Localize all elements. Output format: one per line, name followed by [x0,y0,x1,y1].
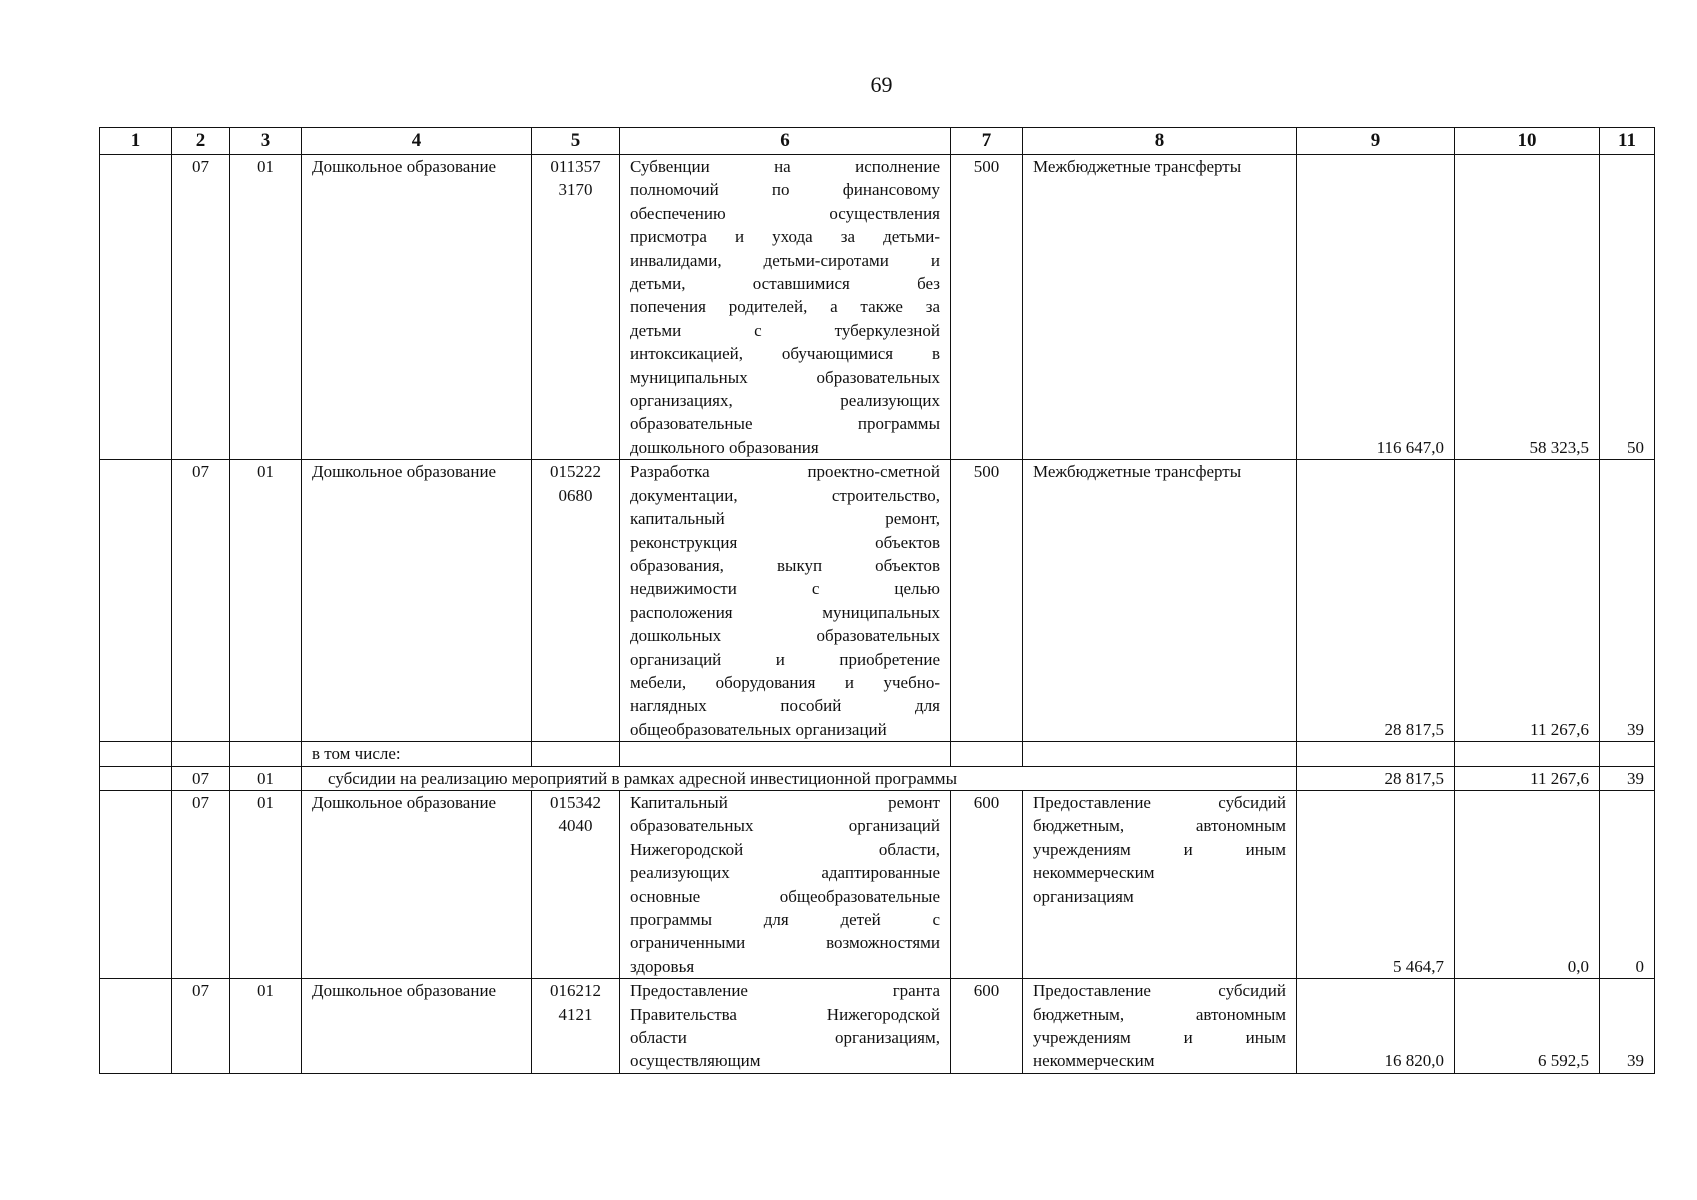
cell-c11: 39 [1600,979,1655,1074]
col-header-10: 10 [1455,128,1600,155]
col-header-8: 8 [1023,128,1297,155]
cell-c11: 39 [1600,766,1655,790]
cell-c9: 16 820,0 [1297,979,1455,1074]
text-line: инвалидами, детьми-сиротами и [630,250,940,270]
cell-c6 [620,979,951,1074]
text-line: Межбюджетные трансферты [1033,157,1242,176]
page-number: 69 [870,72,893,97]
subsidy-description: субсидии на реализацию мероприятий в рамках адресной инвестиционной программы [302,766,1297,790]
text-line: области организациям, [630,1028,940,1048]
cell-c10: 11 267,6 [1455,766,1600,790]
cell-c9: 28 817,5 [1297,766,1455,790]
text-line: организациям [1033,886,1134,906]
cell-c5: 011357 3170 [532,155,620,460]
text-line: Предоставление субсидий [1033,792,1286,812]
text-line: учреждениям и иным [1033,839,1286,859]
text-line: Капитальный ремонт [630,792,940,812]
text-line: попечения родителей, а также за [630,297,940,317]
text-line: Межбюджетные трансферты [1033,462,1242,482]
table-row [100,979,1655,1074]
cell-empty [951,742,1023,766]
cell-empty [230,742,302,766]
cell-empty [172,742,230,766]
cell-c1 [100,790,172,978]
cell-c2: 07 [172,460,230,742]
cell-c7: 600 [951,790,1023,978]
text-line: Разработка проектно-сметной [630,462,940,482]
text-line: реконструкция объектов [630,532,940,552]
cell-c6 [620,155,951,460]
text-line: дошкольного образования [630,437,819,457]
cell-c8 [1023,155,1297,460]
table-row [100,460,1655,742]
cell-empty [1600,742,1655,766]
cell-c4: Дошкольное образование [302,155,532,460]
col-header-9: 9 [1297,128,1455,155]
cell-c4: Дошкольное образование [302,790,532,978]
cell-c7: 500 [951,460,1023,742]
text-line: общеобразовательных организаций [630,719,887,739]
text-line: Нижегородской области, [630,839,940,859]
text-line: образовательные программы [630,414,940,434]
text-line: бюджетным, автономным [1033,1004,1286,1024]
cell-c7: 500 [951,155,1023,460]
text-line: капитальный ремонт, [630,509,940,529]
text-line: Предоставление субсидий [1033,981,1286,1001]
col-header-1: 1 [100,128,172,155]
text-line: образовательных организаций [630,816,940,836]
text-line: мебели, оборудования и учебно- [630,672,940,692]
cell-c8 [1023,460,1297,742]
table-row [100,790,1655,978]
cell-empty [1455,742,1600,766]
cell-c1 [100,979,172,1074]
cell-c1 [100,155,172,460]
cell-c9: 28 817,5 [1297,460,1455,742]
text-line: полномочий по финансовому [630,180,940,200]
budget-table [99,127,1655,1074]
cell-c2: 07 [172,979,230,1074]
cell-c10: 58 323,5 [1455,155,1600,460]
col-header-5: 5 [532,128,620,155]
cell-c8 [1023,979,1297,1074]
cell-c3: 01 [230,766,302,790]
cell-c3: 01 [230,979,302,1074]
text-line: некоммерческим [1033,863,1155,883]
text-line: основные общеобразовательные [630,886,940,906]
cell-empty [100,766,172,790]
cell-c2: 07 [172,790,230,978]
text-line: недвижимости с целью [630,579,940,599]
text-line: Субвенции на исполнение [630,157,940,176]
text-line: ограниченными возможностями [630,933,940,953]
cell-c9: 116 647,0 [1297,155,1455,460]
cell-c5: 015222 0680 [532,460,620,742]
cell-c10: 6 592,5 [1455,979,1600,1074]
cell-empty [532,742,620,766]
text-line: Предоставление гранта [630,981,940,1001]
col-header-7: 7 [951,128,1023,155]
text-line: присмотра и ухода за детьми- [630,227,940,247]
cell-empty [100,742,172,766]
text-line: расположения муниципальных [630,602,940,622]
text-line: осуществляющим [630,1051,761,1071]
text-line: образования, выкуп объектов [630,555,940,575]
cell-c11: 50 [1600,155,1655,460]
text-line: учреждениям и иным [1033,1028,1286,1048]
cell-empty [620,742,951,766]
cell-c11: 0 [1600,790,1655,978]
text-line: дошкольных образовательных [630,626,940,646]
text-line: документации, строительство, [630,485,940,505]
cell-c4: Дошкольное образование [302,979,532,1074]
cell-c3: 01 [230,790,302,978]
cell-c3: 01 [230,155,302,460]
text-line: обеспечению осуществления [630,203,940,223]
text-line: интоксикацией, обучающимися в [630,344,940,364]
cell-c10: 11 267,6 [1455,460,1600,742]
text-line: муниципальных образовательных [630,367,940,387]
cell-c9: 5 464,7 [1297,790,1455,978]
cell-c6 [620,790,951,978]
cell-c3: 01 [230,460,302,742]
col-header-6: 6 [620,128,951,155]
text-line: здоровья [630,956,695,976]
text-line: организаций и приобретение [630,649,940,669]
text-line: программы для детей с [630,910,940,929]
cell-c11: 39 [1600,460,1655,742]
table-row [100,155,1655,460]
text-line: детьми с туберкулезной [630,320,940,340]
cell-c7: 600 [951,979,1023,1074]
col-header-3: 3 [230,128,302,155]
text-line: организациях, реализующих [630,391,940,411]
including-row [100,742,1655,766]
col-header-2: 2 [172,128,230,155]
including-label: в том числе: [302,742,532,766]
col-header-11: 11 [1600,128,1655,155]
cell-c5: 015342 4040 [532,790,620,978]
cell-empty [1023,742,1297,766]
text-line: реализующих адаптированные [630,863,940,883]
subsidy-row [100,766,1655,790]
cell-c5: 016212 4121 [532,979,620,1074]
text-line: детьми, оставшимися без [630,274,940,294]
cell-c1 [100,460,172,742]
cell-c2: 07 [172,766,230,790]
text-line: наглядных пособий для [630,696,940,716]
text-line: Правительства Нижегородской [630,1004,940,1024]
cell-c10: 0,0 [1455,790,1600,978]
col-header-4: 4 [302,128,532,155]
cell-empty [1297,742,1455,766]
cell-c4: Дошкольное образование [302,460,532,742]
header-row [100,128,1655,155]
cell-c8 [1023,790,1297,978]
text-line: некоммерческим [1033,1051,1155,1071]
cell-c2: 07 [172,155,230,460]
text-line: бюджетным, автономным [1033,816,1286,836]
cell-c6 [620,460,951,742]
